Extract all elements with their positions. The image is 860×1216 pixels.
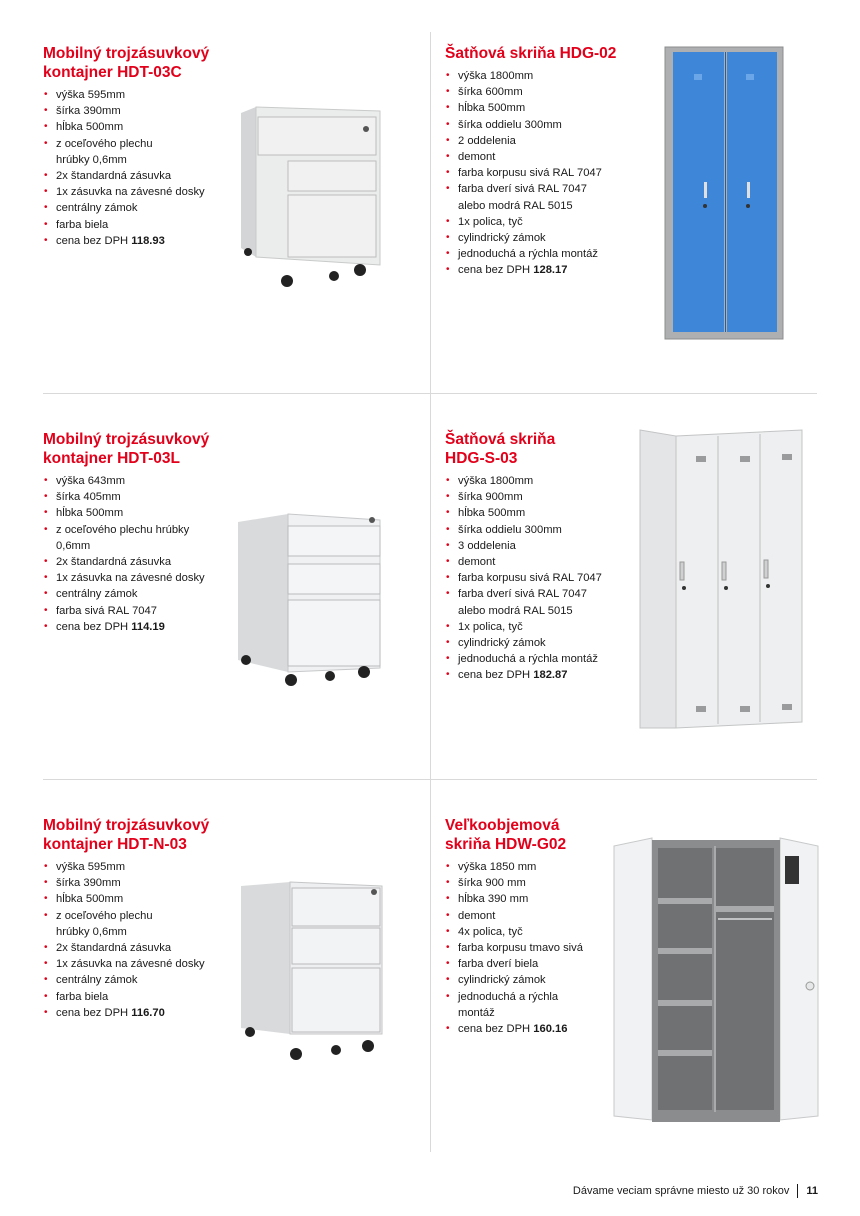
spec-item: • jednoduchá a rýchla montáž (445, 246, 645, 262)
spec-item: • cylindrický zámok (445, 635, 635, 651)
spec-item: • 2 oddelenia (445, 133, 645, 149)
spec-item: • 2x štandardná zásuvka (43, 554, 223, 570)
spec-item: • šírka 390mm (43, 875, 223, 891)
spec-item: • 4x polica, tyč (445, 924, 605, 940)
spec-item: • farba dverí sivá RAL 7047 alebo modrá RAL 5015 (445, 586, 635, 618)
row-divider (43, 779, 817, 780)
price: 118.93 (131, 234, 165, 247)
spec-item: • hĺbka 500mm (445, 100, 645, 116)
row-divider (43, 393, 817, 394)
spec-item: • šírka 900mm (445, 489, 635, 505)
spec-item: • 1x zásuvka na závesné dosky (43, 570, 223, 586)
spec-item: • šírka 600mm (445, 84, 645, 100)
spec-item: • výška 1800mm (445, 68, 645, 84)
page-number: 11 (806, 1185, 818, 1197)
spec-item: • z oceľového plechu hrúbky 0,6mm (43, 522, 223, 554)
spec-list (445, 859, 605, 1037)
pedestal-3-drawer-image (238, 105, 388, 290)
spec-item: • 1x polica, tyč (445, 619, 635, 635)
locker-3-door-image (638, 428, 808, 732)
spec-item: • jednoduchá a rýchla montáž (445, 651, 635, 667)
spec-item: • šírka 900 mm (445, 875, 605, 891)
column-divider (430, 32, 431, 394)
spec-item: • demont (445, 908, 605, 924)
product-title: Šatňová skriňa HDG-S-03 (445, 431, 556, 467)
spec-item: • farba dverí biela (445, 956, 605, 972)
spec-item: • šírka oddielu 300mm (445, 522, 635, 538)
price: 128.17 (533, 264, 568, 277)
spec-item: • farba biela (43, 989, 223, 1005)
column-divider (430, 780, 431, 1152)
product-card (43, 44, 223, 249)
spec-item: • farba biela (43, 217, 223, 233)
spec-list (445, 473, 635, 684)
pedestal-3-drawer-image (236, 512, 386, 690)
page-footer (573, 1184, 818, 1198)
spec-item: • 1x zásuvka na závesné dosky (43, 956, 223, 972)
price-item: • cena bez DPH 160.16 (445, 1021, 605, 1037)
spec-item: • centrálny zámok (43, 972, 223, 988)
spec-item: • farba dverí sivá RAL 7047 alebo modrá RAL 5015 (445, 181, 645, 213)
product-card (43, 430, 223, 635)
product-card (445, 816, 605, 1037)
spec-item: • výška 643mm (43, 473, 223, 489)
product-title: Mobilný trojzásuvkový kontajner HDT-N-03 (43, 817, 210, 853)
price-item: • cena bez DPH 114.19 (43, 619, 223, 635)
spec-list (43, 473, 223, 635)
product-title: Šatňová skriňa HDG-02 (445, 45, 617, 62)
price: 182.87 (533, 669, 568, 682)
spec-item: • hĺbka 500mm (445, 505, 635, 521)
spec-item: • jednoduchá a rýchla montáž (445, 989, 605, 1021)
price: 160.16 (533, 1023, 568, 1036)
spec-item: • centrálny zámok (43, 200, 223, 216)
spec-item: • farba korpusu tmavo sivá (445, 940, 605, 956)
spec-list (43, 87, 223, 249)
spec-item: • 2x štandardná zásuvka (43, 168, 223, 184)
footer-separator (797, 1184, 798, 1198)
spec-item: • farba korpusu sivá RAL 7047 (445, 570, 635, 586)
column-divider (430, 394, 431, 780)
spec-item: • hĺbka 500mm (43, 119, 223, 135)
spec-item: • hĺbka 390 mm (445, 891, 605, 907)
price-item: • cena bez DPH 118.93 (43, 233, 223, 249)
spec-item: • hĺbka 500mm (43, 505, 223, 521)
product-title: Mobilný trojzásuvkový kontajner HDT-03C (43, 45, 210, 81)
spec-item: • demont (445, 554, 635, 570)
spec-item: • šírka 390mm (43, 103, 223, 119)
spec-item: • 2x štandardná zásuvka (43, 940, 223, 956)
wardrobe-open-image (612, 836, 822, 1124)
spec-item: • demont (445, 149, 645, 165)
price-item: • cena bez DPH 116.70 (43, 1005, 223, 1021)
spec-item: • výška 1800mm (445, 473, 635, 489)
product-card (445, 430, 635, 684)
spec-item: • 1x polica, tyč (445, 214, 645, 230)
spec-item: • šírka oddielu 300mm (445, 117, 645, 133)
product-card (43, 816, 223, 1021)
spec-item: • hĺbka 500mm (43, 891, 223, 907)
pedestal-3-drawer-image (238, 880, 388, 1062)
price: 116.70 (131, 1006, 165, 1019)
price: 114.19 (131, 620, 165, 633)
spec-item: • šírka 405mm (43, 489, 223, 505)
spec-list (445, 68, 645, 279)
spec-item: • centrálny zámok (43, 586, 223, 602)
spec-item: • farba korpusu sivá RAL 7047 (445, 165, 645, 181)
spec-item: • cylindrický zámok (445, 230, 645, 246)
product-card (445, 44, 645, 279)
price-item: • cena bez DPH 128.17 (445, 262, 645, 278)
spec-item: • z oceľového plechu hrúbky 0,6mm (43, 136, 223, 168)
spec-item: • farba sivá RAL 7047 (43, 603, 223, 619)
spec-item: • z oceľového plechu hrúbky 0,6mm (43, 908, 223, 940)
locker-2-door-image (663, 44, 785, 342)
price-item: • cena bez DPH 182.87 (445, 667, 635, 683)
footer-slogan: Dávame veciam správne miesto už 30 rokov (572, 1185, 790, 1197)
spec-item: • výška 1850 mm (445, 859, 605, 875)
spec-item: • cylindrický zámok (445, 972, 605, 988)
spec-item: • výška 595mm (43, 859, 223, 875)
spec-list (43, 859, 223, 1021)
product-title: Mobilný trojzásuvkový kontajner HDT-03L (43, 431, 210, 467)
product-title: Veľkoobjemová skriňa HDW-G02 (445, 817, 567, 853)
spec-item: • 1x zásuvka na závesné dosky (43, 184, 223, 200)
spec-item: • výška 595mm (43, 87, 223, 103)
spec-item: • 3 oddelenia (445, 538, 635, 554)
